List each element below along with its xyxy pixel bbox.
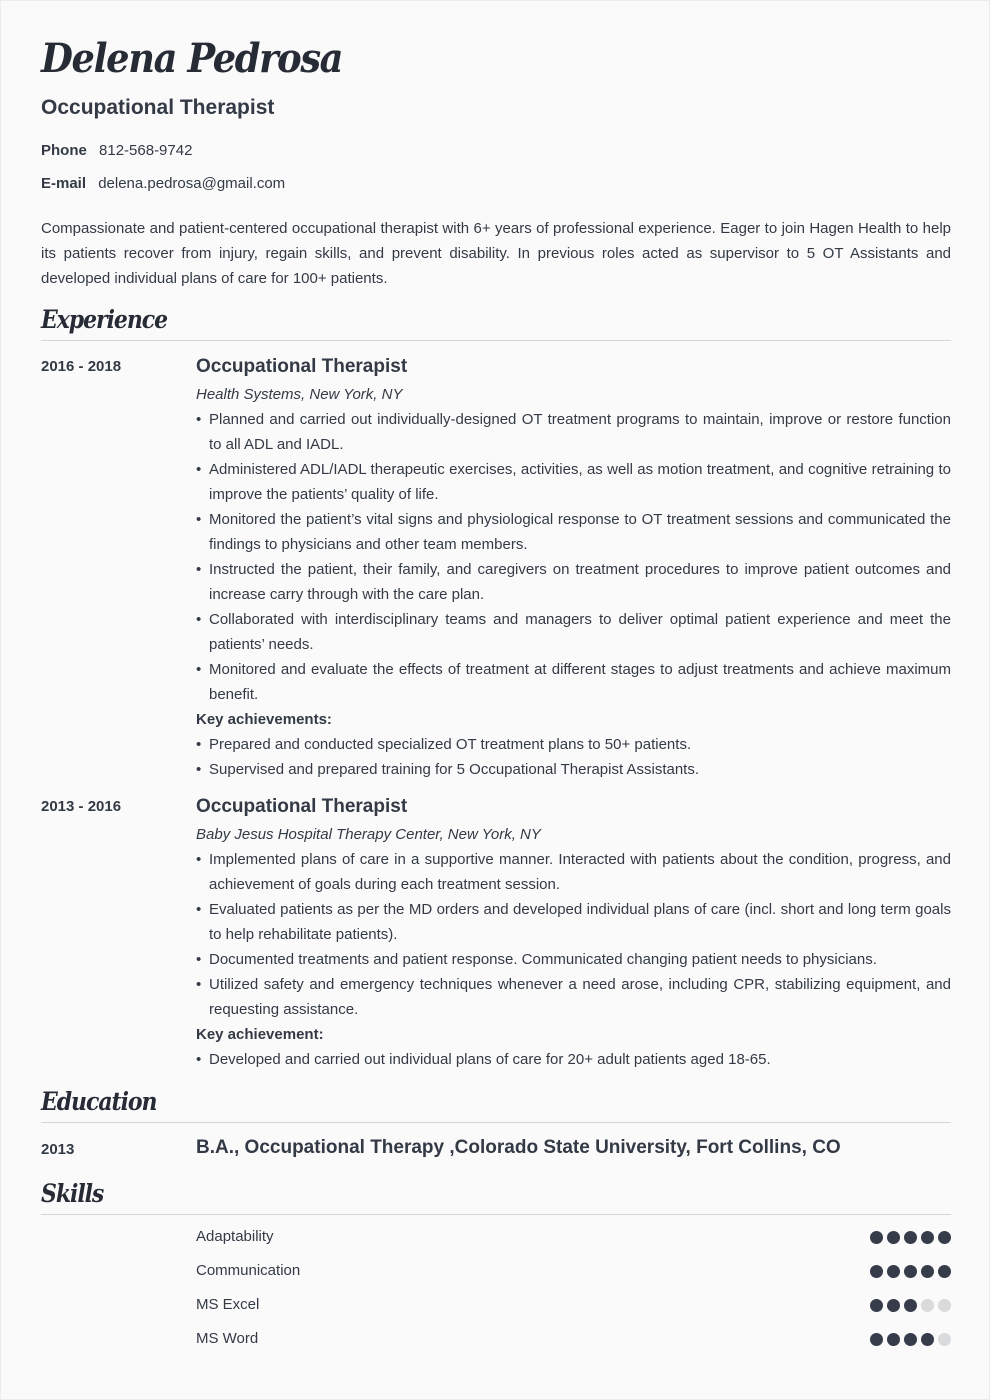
contact-email <box>41 175 285 192</box>
job-company: Baby Jesus Hospital Therapy Center, New York, NY <box>196 826 541 843</box>
phone-label: Phone <box>41 142 87 159</box>
rating-dot-filled-icon <box>904 1265 917 1278</box>
experience-entry <box>41 794 951 1072</box>
experience-section-heading <box>41 305 951 341</box>
education-entry <box>41 1137 951 1159</box>
education-degree: B.A., Occupational Therapy ,Colorado State University, Fort Collins, CO <box>196 1137 841 1158</box>
experience-entry <box>41 354 951 782</box>
skill-rating <box>870 1333 951 1346</box>
rating-dot-filled-icon <box>904 1231 917 1244</box>
list-item: • Evaluated patients as per the MD orders and developed individual plans of care (incl. short and long term goals to help rehabilitate patients). <box>196 897 951 947</box>
rating-dot-filled-icon <box>921 1333 934 1346</box>
rating-dot-empty-icon <box>921 1299 934 1312</box>
rating-dot-filled-icon <box>938 1231 951 1244</box>
rating-dot-filled-icon <box>887 1265 900 1278</box>
skill-row <box>196 1329 951 1363</box>
job-title: Occupational Therapist <box>41 96 275 119</box>
skill-name: MS Excel <box>196 1296 260 1313</box>
list-item: • Instructed the patient, their family, and caregivers on treatment procedures to improve patient outcomes and increase carry through with the care plan. <box>196 557 951 607</box>
candidate-name: Delena Pedrosa <box>41 35 343 82</box>
email-value: delena.pedrosa@gmail.com <box>98 175 286 192</box>
rating-dot-filled-icon <box>904 1299 917 1312</box>
rating-dot-filled-icon <box>870 1231 883 1244</box>
profile-summary: Compassionate and patient-centered occupational therapist with 6+ years of professional experience. Eager to join Hagen Health to help its patients recover from injury, regain skills, and prevent disability. In previous roles acted as supervisor to 5 OT Assistants and developed individual plans of care for 100+ patients. <box>41 220 951 287</box>
job-duties-list <box>196 847 951 1022</box>
job-company: Health Systems, New York, NY <box>196 386 403 403</box>
list-item: • Supervised and prepared training for 5 Occupational Therapist Assistants. <box>196 757 951 782</box>
contact-phone <box>41 142 192 159</box>
skill-row <box>196 1227 951 1261</box>
skill-name: MS Word <box>196 1330 259 1347</box>
skill-rating <box>870 1231 951 1244</box>
experience-heading-text: Experience <box>41 305 168 334</box>
email-label: E-mail <box>41 175 87 192</box>
rating-dot-filled-icon <box>887 1299 900 1312</box>
job-dates: 2013 - 2016 <box>41 798 122 815</box>
skill-rating <box>870 1299 951 1312</box>
list-item: • Prepared and conducted specialized OT treatment plans to 50+ patients. <box>196 732 951 757</box>
list-item: • Documented treatments and patient response. Communicated changing patient needs to physicians. <box>196 947 951 972</box>
skill-row <box>196 1295 951 1329</box>
education-year: 2013 <box>41 1141 75 1158</box>
skills-heading-text: Skills <box>41 1179 104 1208</box>
rating-dot-filled-icon <box>921 1231 934 1244</box>
job-role: Occupational Therapist <box>196 356 408 377</box>
achievements-label: Key achievement: <box>196 1026 324 1043</box>
rating-dot-filled-icon <box>938 1265 951 1278</box>
rating-dot-filled-icon <box>921 1265 934 1278</box>
achievements-list <box>196 732 951 782</box>
rating-dot-filled-icon <box>904 1333 917 1346</box>
achievements-list <box>196 1047 951 1072</box>
skill-rating <box>870 1265 951 1278</box>
skill-name: Adaptability <box>196 1228 274 1245</box>
education-heading-text: Education <box>41 1087 157 1116</box>
job-role: Occupational Therapist <box>196 796 408 817</box>
rating-dot-empty-icon <box>938 1299 951 1312</box>
list-item: • Monitored and evaluate the effects of treatment at different stages to adjust treatments and achieve maximum benefit. <box>196 657 951 707</box>
list-item: • Planned and carried out individually-designed OT treatment programs to maintain, improve or restore function to all ADL and IADL. <box>196 407 951 457</box>
rating-dot-filled-icon <box>870 1265 883 1278</box>
list-item: • Utilized safety and emergency techniques whenever a need arose, including CPR, stabilizing equipment, and requesting assistance. <box>196 972 951 1022</box>
skill-name: Communication <box>196 1262 301 1279</box>
rating-dot-filled-icon <box>870 1299 883 1312</box>
rating-dot-filled-icon <box>870 1333 883 1346</box>
skills-list <box>196 1227 951 1363</box>
rating-dot-filled-icon <box>887 1231 900 1244</box>
skill-row <box>196 1261 951 1295</box>
rating-dot-filled-icon <box>887 1333 900 1346</box>
rating-dot-empty-icon <box>938 1333 951 1346</box>
achievements-label: Key achievements: <box>196 711 332 728</box>
list-item: • Collaborated with interdisciplinary teams and managers to deliver optimal patient experience and meet the patients’ needs. <box>196 607 951 657</box>
list-item: • Developed and carried out individual plans of care for 20+ adult patients aged 18-65. <box>196 1047 951 1072</box>
job-duties-list <box>196 407 951 707</box>
job-dates: 2016 - 2018 <box>41 358 122 375</box>
list-item: • Monitored the patient’s vital signs and physiological response to OT treatment sessions and communicated the findings to physicians and other team members. <box>196 507 951 557</box>
list-item: • Implemented plans of care in a supportive manner. Interacted with patients about the condition, progress, and achievement of goals during each treatment session. <box>196 847 951 897</box>
list-item: • Administered ADL/IADL therapeutic exercises, activities, as well as motion treatment, and cognitive retraining to improve the patients’ quality of life. <box>196 457 951 507</box>
phone-value: 812-568-9742 <box>99 142 193 159</box>
skills-section-heading <box>41 1179 951 1215</box>
education-section-heading <box>41 1087 951 1123</box>
